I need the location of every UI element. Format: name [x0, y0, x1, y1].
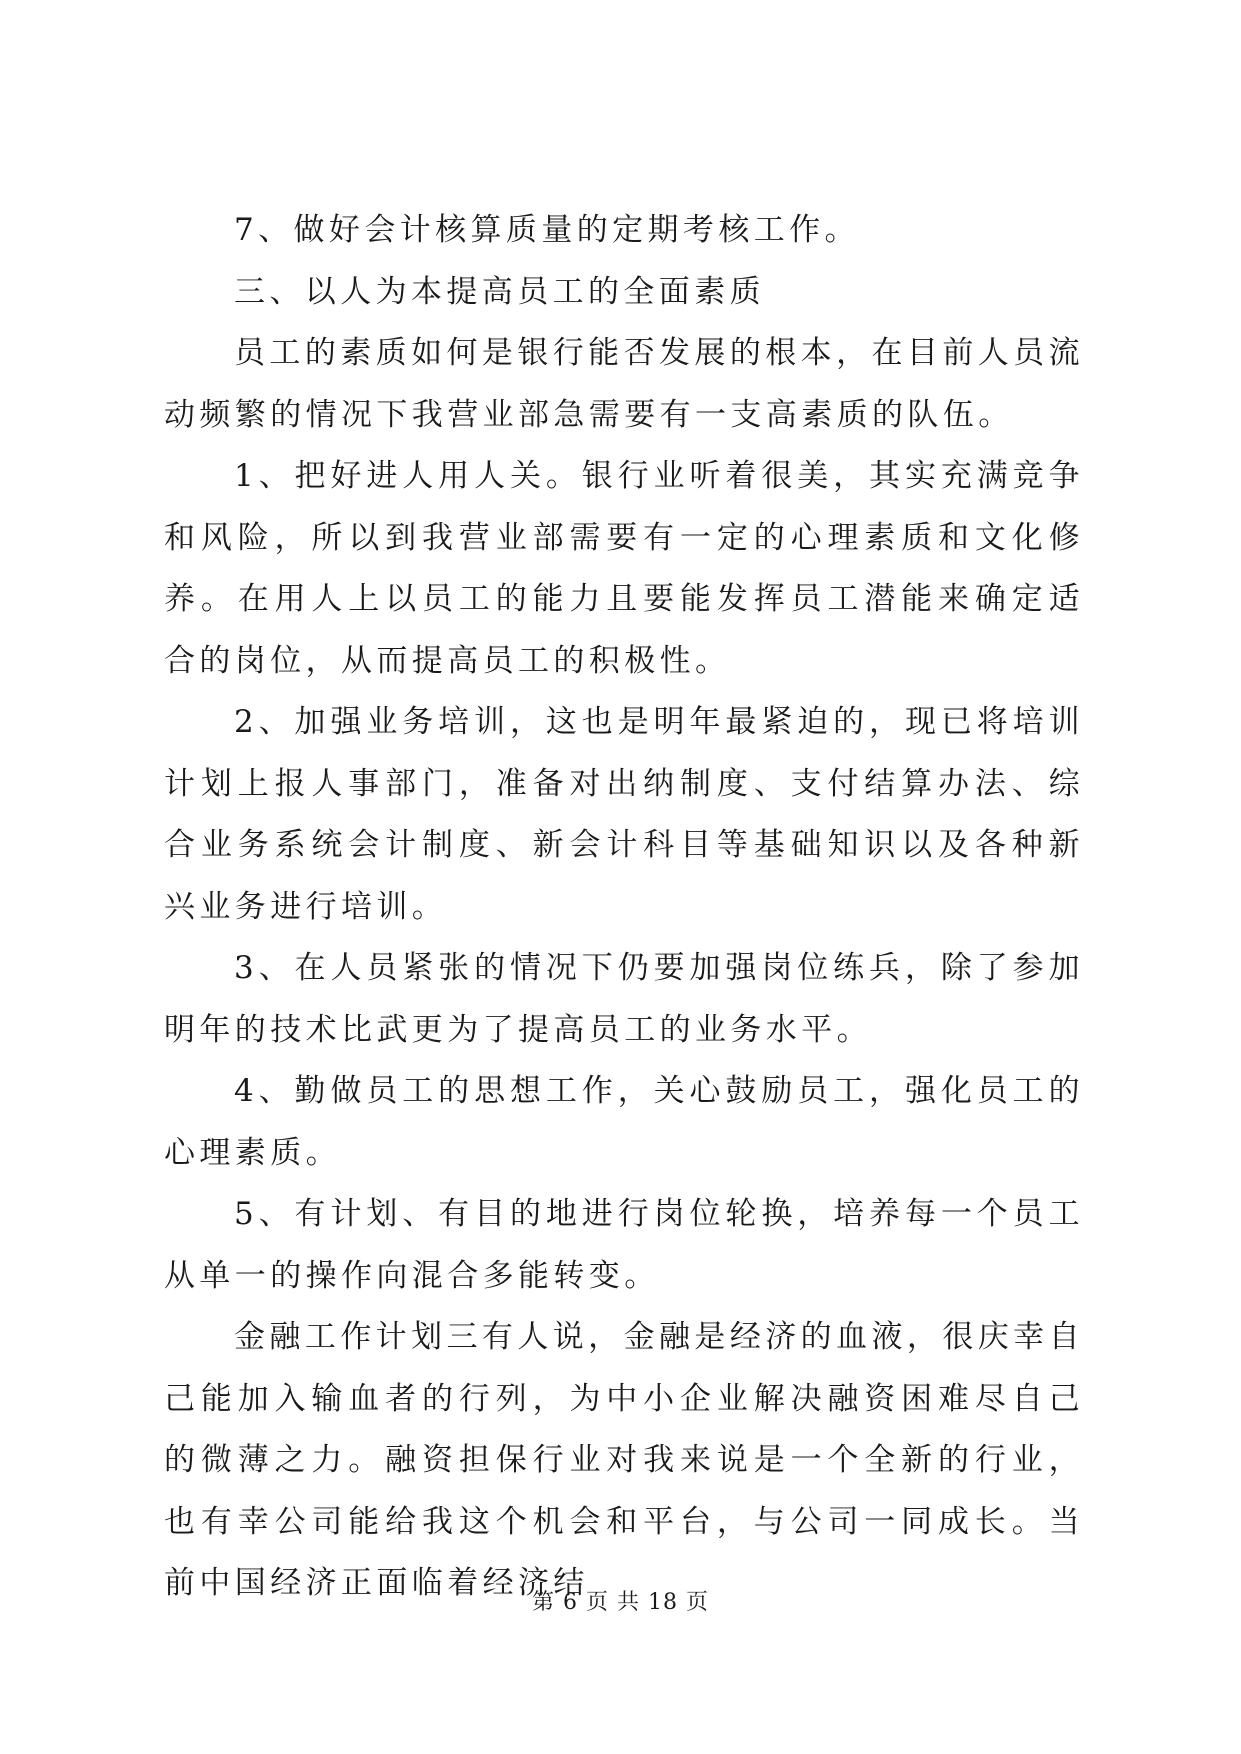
paragraph-finance-plan-3: 金融工作计划三有人说，金融是经济的血液，很庆幸自己能加入输血者的行列，为中小企业解决融资困难尽自己的微薄之力。融资担保行业对我来说是一个全新的行业，也有幸公司能给我这个机会和平台，与公司一同成长。当前中国经济正面临着经济结	[164, 1319, 1084, 1601]
paragraph-item-4: 4、勤做员工的思想工作，关心鼓励员工，强化员工的心理素质。	[164, 1073, 1084, 1171]
document-body	[164, 200, 1084, 1615]
paragraph-item-2: 2、加强业务培训，这也是明年最紧迫的，现已将培训计划上报人事部门，准备对出纳制度、支付结算办法、综合业务系统会计制度、新会计科目等基础知识以及各种新兴业务进行培训。	[164, 704, 1084, 925]
paragraph-item-5: 5、有计划、有目的地进行岗位轮换，培养每一个员工从单一的操作向混合多能转变。	[164, 1196, 1084, 1294]
section-heading-3: 三、以人为本提高员工的全面素质	[234, 273, 765, 310]
paragraph-item-1: 1、把好进人用人关。银行业听着很美，其实充满竞争和风险，所以到我营业部需要有一定的心理素质和文化修养。在用人上以员工的能力且要能发挥员工潜能来确定适合的岗位，从而提高员工的积极性。	[164, 458, 1084, 679]
paragraph-item-3: 3、在人员紧张的情况下仍要加强岗位练兵，除了参加明年的技术比武更为了提高员工的业务水平。	[164, 950, 1084, 1048]
paragraph-staff-quality: 员工的素质如何是银行能否发展的根本，在目前人员流动频繁的情况下我营业部急需要有一支高素质的队伍。	[164, 335, 1084, 433]
paragraph-item-7: 7、做好会计核算质量的定期考核工作。	[234, 212, 860, 248]
page-number-footer: 第 6 页 共 18 页	[532, 1590, 709, 1615]
